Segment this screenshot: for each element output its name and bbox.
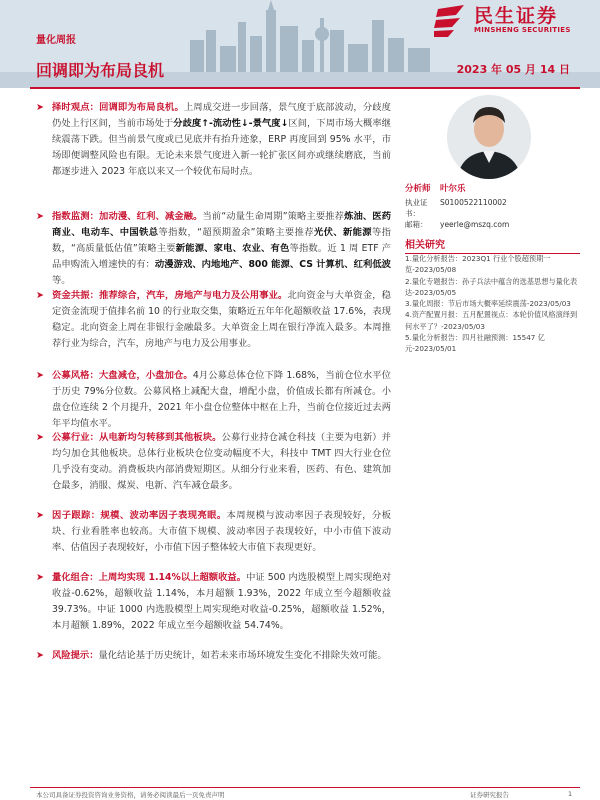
bullet-heading: 量化组合：上周均实现 1.14%以上超额收益。 [52, 572, 247, 583]
arrow-icon: ➤ [36, 102, 44, 113]
bullet-index-monitoring [36, 209, 391, 289]
bullet-heading: 因子跟踪：规模、波动率因子表现亮眼。 [52, 510, 227, 521]
footer-divider [30, 787, 580, 788]
bullet-text: 公募行业持仓减仓科技（主要为电新）并均匀加仓其他板块。总体行业板块仓位变动幅度不大，科技中 TMT 四大行业仓位几乎没有变动。消费板块内部消费短期区。从细分行业来看，医药、有色、建筑加仓最多，消服、煤炭、电新、汽车减仓最多。 [52, 432, 391, 491]
company-logo [434, 2, 596, 38]
bullet-fund-industry [36, 430, 391, 494]
logo-chinese-name: 民生证券 [474, 4, 559, 27]
bullet-text: 本周规模与波动率因子表现较好，分板块、行业看胜率也较高。大市值下规模、波动率因子表现较好，中小市值下波动率、估值因子表现较好，小市值下因子整体较大市值下表现更好。 [52, 510, 391, 553]
bullet-heading: 择时观点：回调即为布局良机。 [52, 102, 184, 113]
bullet-emphasis: 炼油、医药商业、电动车、中国铁总 [52, 211, 391, 238]
arrow-icon: ➤ [36, 370, 44, 381]
email-label: 邮箱： [405, 220, 428, 229]
analyst-name: 叶尔乐 [440, 184, 466, 194]
bullet-text: 量化结论基于历史统计，如若未来市场环境发生变化不排除失效可能。 [98, 650, 387, 661]
arrow-icon: ➤ [36, 650, 44, 661]
bullet-emphasis: 新能源、家电、农业、有色 [175, 242, 290, 254]
related-research-item[interactable]: 3.量化周报：节后市场大概率延续震荡-2023/05/03 [405, 299, 571, 309]
bullet-heading: 公募风格：大盘减仓，小盘加仓。 [52, 370, 193, 381]
arrow-icon: ➤ [36, 432, 44, 443]
bullet-fund-resonance [36, 288, 391, 352]
related-research-title: 相关研究 [405, 236, 580, 254]
bullet-text: 当前“动量生命周期”策略主要推荐 [202, 211, 345, 222]
bullet-text: 等指数。近 1 周 ETF 产品申购流入增速快的有： [52, 242, 391, 270]
bullet-emphasis: 光伏、新能源 [313, 226, 372, 238]
report-category: 量化周报 [36, 35, 76, 46]
bullet-factor-tracking [36, 508, 391, 556]
page-number: 1 [568, 790, 573, 798]
analyst-photo [447, 95, 531, 179]
cert-label: 执业证书： [405, 198, 428, 218]
bullet-heading: 公募行业：从电新均匀转移到其他板块。 [52, 432, 222, 443]
bullet-text: 中证 500 内选股模型上周实现绝对收益-0.62%，超额收益 1.14%，本月超额 1.93%，2022 年成立至今超额收益 39.73%。中证 1000 内选股模型上周实现绝对收益-0.25%，超额收益 1.52%，本月超额 1.89%，2022 年成立至今超额收益 54.74%。 [52, 572, 391, 631]
related-research-item[interactable]: 4.资产配置月报：五月配置视点：本轮价值风格演绎到何水平了？-2023/05/03 [405, 310, 578, 331]
header-divider [30, 87, 580, 89]
cert-number: S0100522110002 [440, 198, 507, 207]
arrow-icon: ➤ [36, 572, 44, 583]
bullet-heading: 指数监测：加动漫、红利、减金融。 [52, 211, 203, 222]
footer-disclaimer: 本公司具备证券投资咨询业务资格，请务必阅读最后一页免责声明 [36, 791, 225, 799]
bullet-text: 区间，下周市场大概率继续震荡下跌。但当前景气度或已见底并有抬升迹象，ERP 再度回到 95% 水平，市场即便调整风险也有限。无论未来景气度进入新一轮扩张区间亦或继续磨底，当前都逐步进入 2023 年底以来又一个较优布局时点。 [52, 117, 391, 177]
bullet-timing-view [36, 100, 391, 180]
bullet-text: 等指数，“高质量低估值”策略主要 [52, 226, 391, 254]
related-research-list [405, 253, 580, 355]
analyst-email[interactable]: yeerle@mszq.com [440, 220, 510, 229]
bullet-risk-warning [36, 648, 387, 664]
header-banner [0, 0, 600, 88]
bullet-heading: 资金共振：推荐综合，汽车，房地产与电力及公用事业。 [52, 290, 288, 301]
related-research-item[interactable]: 2.量化专题报告：孙子兵法中蕴含的选基思想与量化表达-2023/05/05 [405, 276, 578, 297]
minsheng-logo-icon [434, 3, 470, 37]
related-research-item[interactable]: 5.量化分析报告：四月社融预测：15547 亿元-2023/05/01 [405, 333, 545, 354]
related-research-item[interactable]: 1.量化分析报告：2023Q1 行业个股超预期一览-2023/05/08 [405, 254, 551, 275]
analyst-role-label: 分析师 [405, 184, 431, 194]
bullet-fund-style [36, 368, 391, 432]
footer-report-type: 证券研究报告 [470, 791, 509, 799]
analyst-info [405, 184, 580, 230]
bullet-text: 上周成交进一步回落，景气度于底部波动，分歧度仍处上行区间，当前市场处于 [52, 102, 391, 129]
bullet-text: 等指数，“超预期盈余”策略主要推荐 [158, 226, 314, 238]
report-date: 2023 年 05 月 14 日 [456, 63, 570, 76]
arrow-icon: ➤ [36, 211, 44, 222]
bullet-text: 北向资金与大单资金，稳定资金流现于值排名前 10 的行业取交集，策略近五年年化超额收益 17.6%，表现稳定。北向资金上周在非银行金融最多。大单资金上周在银行净流入最多。本周推荐行业为综合，汽车，房地产与电力及公用事业。 [52, 290, 391, 349]
arrow-icon: ➤ [36, 290, 44, 301]
bullet-text: 等。 [52, 274, 71, 286]
bullet-text: 4月公募总体仓位下降 1.68%，当前仓位水平位于历史 79%分位数。公募风格上减配大盘，增配小盘，价值成长都有所减仓。小盘仓位连续 2 个月提升，2021 年小盘仓位整体中枢在上升，当前仓位接近过去两年平均值水平。 [52, 370, 391, 429]
arrow-icon: ➤ [36, 510, 44, 521]
report-title: 回调即为布局良机 [36, 61, 165, 80]
bullet-emphasis: 动漫游戏、内地地产、800 能源、CS 计算机、红利低波 [154, 258, 391, 270]
bullet-emphasis: 分歧度↑-流动性↓-景气度↓ [173, 117, 289, 129]
bullet-quant-portfolio [36, 570, 391, 634]
analyst-portrait-icon [447, 95, 531, 179]
bullet-heading: 风险提示： [52, 650, 99, 661]
logo-english-name: MINSHENG SECURITIES [474, 25, 571, 34]
